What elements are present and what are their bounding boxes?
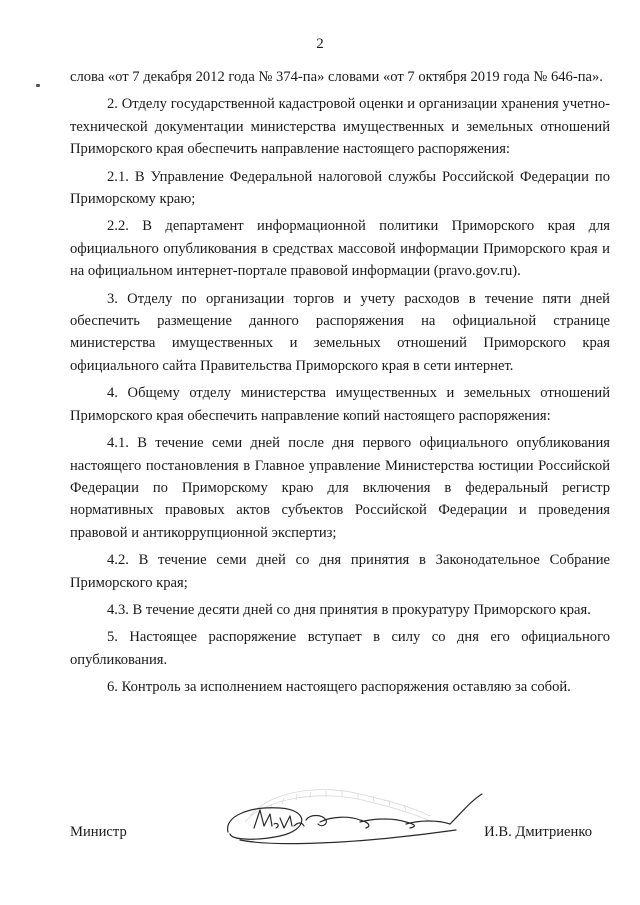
signature-block [70, 806, 610, 866]
paragraph-continuation: слова «от 7 декабря 2012 года № 374-па» словами «от 7 октября 2019 года № 646-па». [70, 69, 603, 85]
page-number: 2 [316, 36, 324, 52]
paragraph-item-2-1: 2.1. В Управление Федеральной налоговой службы Российской Федерации по Приморскому краю; [70, 168, 610, 208]
paragraph-item-4: 4. Общему отделу министерства имущественных и земельных отношений Приморского края обеспечить направление копий настоящего распоряжения: [70, 385, 610, 424]
paragraph-item-3: 3. Отделу по организации торгов и учету расходов в течение пяти дней обеспечить размещение данного распоряжения на официальной странице министерства имущественных и земельных отношений Приморского края официального сайта Правительства Приморского края в сети интернет. [70, 290, 610, 374]
signatory-name: И.В. Дмитриенко [484, 824, 592, 840]
paragraph-item-5: 5. Настоящее распоряжение вступает в силу со дня его официального опубликования. [70, 629, 610, 668]
paragraph-item-6: 6. Контроль за исполнением настоящего распоряжения оставляю за собой. [107, 679, 571, 696]
paragraph-item-4-1: 4.1. В течение семи дней после дня первого официального опубликования настоящего постановления в Главное управление Министерства юстиции Российской Федерации по Приморскому краю для включения в федеральный регистр нормативных правовых актов субъектов Российской Федерации и проведения правовой и антикоррупционной экспертиз; [70, 435, 610, 541]
paragraph-item-4-3: 4.3. В течение десяти дней со дня принятия в прокуратуру Приморского края. [107, 601, 591, 618]
handwritten-signature [210, 786, 500, 868]
paragraph-item-2-2: 2.2. В департамент информационной политики Приморского края для официального опубликования в средствах массовой информации Приморского края и на официальном интернет-портале правовой информации (pravo.gov.ru). [70, 218, 610, 280]
document-body [70, 66, 610, 704]
signatory-title: Министр [70, 824, 127, 840]
paragraph-item-2: 2. Отделу государственной кадастровой оценки и организации хранения учетно-технической документации министерства имущественных и земельных отношений Приморского края обеспечить направление настоящего распоряжения: [70, 96, 610, 158]
scan-speck [36, 84, 40, 87]
paragraph-item-4-2: 4.2. В течение семи дней со дня принятия в Законодательное Собрание Приморского края; [70, 552, 610, 591]
